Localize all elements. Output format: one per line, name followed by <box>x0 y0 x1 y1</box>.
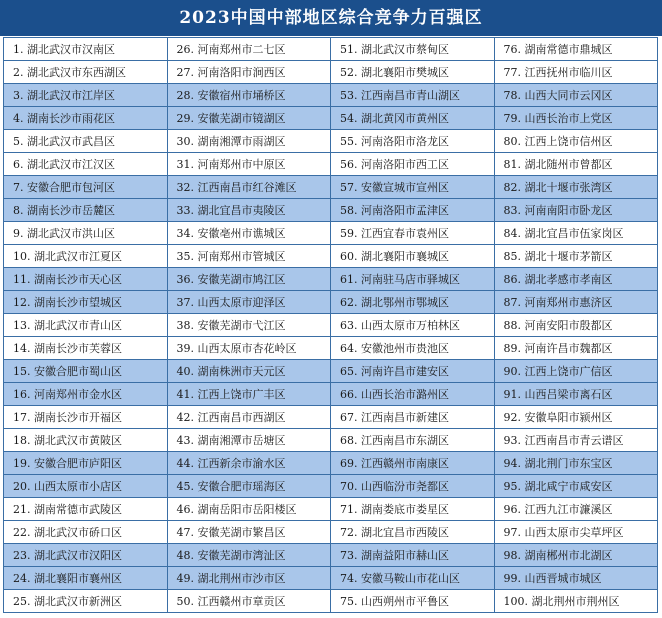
table-cell: 82. 湖北十堰市张湾区 <box>494 176 658 199</box>
table-cell: 83. 河南南阳市卧龙区 <box>494 199 658 222</box>
table-cell: 54. 湖北黄冈市黄州区 <box>331 107 495 130</box>
table-row <box>4 567 658 590</box>
table-cell: 18. 湖北武汉市黄陂区 <box>4 429 168 452</box>
table-cell: 6. 湖北武汉市江汉区 <box>4 153 168 176</box>
table-cell: 27. 河南洛阳市涧西区 <box>167 61 331 84</box>
table-cell: 75. 山西朔州市平鲁区 <box>331 590 495 613</box>
table-row <box>4 107 658 130</box>
table-cell: 36. 安徽芜湖市鸠江区 <box>167 268 331 291</box>
table-cell: 42. 江西南昌市西湖区 <box>167 406 331 429</box>
table-cell: 43. 湖南湘潭市岳塘区 <box>167 429 331 452</box>
table-cell: 8. 湖南长沙市岳麓区 <box>4 199 168 222</box>
table-row <box>4 61 658 84</box>
table-cell: 94. 湖北荆门市东宝区 <box>494 452 658 475</box>
table-cell: 10. 湖北武汉市江夏区 <box>4 245 168 268</box>
table-row <box>4 475 658 498</box>
table-cell: 74. 安徽马鞍山市花山区 <box>331 567 495 590</box>
table-cell: 33. 湖北宜昌市夷陵区 <box>167 199 331 222</box>
table-cell: 40. 湖南株洲市天元区 <box>167 360 331 383</box>
table-cell: 50. 江西赣州市章贡区 <box>167 590 331 613</box>
table-cell: 93. 江西南昌市青云谱区 <box>494 429 658 452</box>
table-row <box>4 84 658 107</box>
table-row <box>4 452 658 475</box>
table-cell: 25. 湖北武汉市新洲区 <box>4 590 168 613</box>
table-cell: 86. 湖北孝感市孝南区 <box>494 268 658 291</box>
table-row <box>4 153 658 176</box>
table-cell: 96. 江西九江市濂溪区 <box>494 498 658 521</box>
table-row <box>4 521 658 544</box>
table-cell: 84. 湖北宜昌市伍家岗区 <box>494 222 658 245</box>
table-row <box>4 268 658 291</box>
table-cell: 97. 山西太原市尖草坪区 <box>494 521 658 544</box>
table-cell: 59. 江西宜春市袁州区 <box>331 222 495 245</box>
table-cell: 2. 湖北武汉市东西湖区 <box>4 61 168 84</box>
table-cell: 19. 安徽合肥市庐阳区 <box>4 452 168 475</box>
table-cell: 29. 安徽芜湖市镜湖区 <box>167 107 331 130</box>
table-cell: 13. 湖北武汉市青山区 <box>4 314 168 337</box>
table-cell: 24. 湖北襄阳市襄州区 <box>4 567 168 590</box>
table-cell: 21. 湖南常德市武陵区 <box>4 498 168 521</box>
table-cell: 92. 安徽阜阳市颍州区 <box>494 406 658 429</box>
table-cell: 68. 江西南昌市东湖区 <box>331 429 495 452</box>
table-cell: 17. 湖南长沙市开福区 <box>4 406 168 429</box>
table-cell: 70. 山西临汾市尧都区 <box>331 475 495 498</box>
ranking-table-body <box>4 38 658 613</box>
table-row <box>4 360 658 383</box>
table-cell: 39. 山西太原市杏花岭区 <box>167 337 331 360</box>
table-cell: 88. 河南安阳市殷都区 <box>494 314 658 337</box>
table-cell: 35. 河南郑州市管城区 <box>167 245 331 268</box>
table-row <box>4 38 658 61</box>
table-row <box>4 245 658 268</box>
table-row <box>4 406 658 429</box>
table-cell: 11. 湖南长沙市天心区 <box>4 268 168 291</box>
page-title: 2023中国中部地区综合竞争力百强区 <box>0 0 662 36</box>
table-cell: 85. 湖北十堰市茅箭区 <box>494 245 658 268</box>
table-cell: 62. 湖北鄂州市鄂城区 <box>331 291 495 314</box>
table-row <box>4 498 658 521</box>
table-cell: 46. 湖南岳阳市岳阳楼区 <box>167 498 331 521</box>
table-cell: 90. 江西上饶市广信区 <box>494 360 658 383</box>
table-cell: 38. 安徽芜湖市弋江区 <box>167 314 331 337</box>
table-row <box>4 199 658 222</box>
table-cell: 52. 湖北襄阳市樊城区 <box>331 61 495 84</box>
table-cell: 99. 山西晋城市城区 <box>494 567 658 590</box>
table-row <box>4 291 658 314</box>
table-row <box>4 383 658 406</box>
table-row <box>4 429 658 452</box>
table-row <box>4 337 658 360</box>
table-row <box>4 544 658 567</box>
table-cell: 49. 湖北荆州市沙市区 <box>167 567 331 590</box>
table-row <box>4 222 658 245</box>
table-cell: 1. 湖北武汉市汉南区 <box>4 38 168 61</box>
table-cell: 67. 江西南昌市新建区 <box>331 406 495 429</box>
table-cell: 71. 湖南娄底市娄星区 <box>331 498 495 521</box>
table-cell: 37. 山西太原市迎泽区 <box>167 291 331 314</box>
table-cell: 77. 江西抚州市临川区 <box>494 61 658 84</box>
table-cell: 72. 湖北宜昌市西陵区 <box>331 521 495 544</box>
table-cell: 26. 河南郑州市二七区 <box>167 38 331 61</box>
table-cell: 55. 河南洛阳市洛龙区 <box>331 130 495 153</box>
table-cell: 53. 江西南昌市青山湖区 <box>331 84 495 107</box>
table-cell: 44. 江西新余市渝水区 <box>167 452 331 475</box>
table-cell: 69. 江西赣州市南康区 <box>331 452 495 475</box>
table-cell: 20. 山西太原市小店区 <box>4 475 168 498</box>
table-row <box>4 314 658 337</box>
table-row <box>4 590 658 613</box>
table-cell: 31. 河南郑州市中原区 <box>167 153 331 176</box>
table-cell: 30. 湖南湘潭市雨湖区 <box>167 130 331 153</box>
table-cell: 57. 安徽宣城市宣州区 <box>331 176 495 199</box>
ranking-table <box>3 37 658 613</box>
table-row <box>4 130 658 153</box>
table-cell: 89. 河南许昌市魏都区 <box>494 337 658 360</box>
table-cell: 98. 湖南郴州市北湖区 <box>494 544 658 567</box>
table-cell: 91. 山西吕梁市离石区 <box>494 383 658 406</box>
table-cell: 61. 河南驻马店市驿城区 <box>331 268 495 291</box>
table-cell: 48. 安徽芜湖市湾沚区 <box>167 544 331 567</box>
table-cell: 47. 安徽芜湖市繁昌区 <box>167 521 331 544</box>
table-cell: 95. 湖北咸宁市咸安区 <box>494 475 658 498</box>
table-cell: 66. 山西长治市潞州区 <box>331 383 495 406</box>
table-cell: 65. 河南许昌市建安区 <box>331 360 495 383</box>
table-cell: 100. 湖北荆州市荆州区 <box>494 590 658 613</box>
table-cell: 28. 安徽宿州市埇桥区 <box>167 84 331 107</box>
table-cell: 58. 河南洛阳市孟津区 <box>331 199 495 222</box>
table-cell: 32. 江西南昌市红谷滩区 <box>167 176 331 199</box>
table-cell: 60. 湖北襄阳市襄城区 <box>331 245 495 268</box>
table-cell: 16. 河南郑州市金水区 <box>4 383 168 406</box>
table-cell: 3. 湖北武汉市江岸区 <box>4 84 168 107</box>
table-cell: 23. 湖北武汉市汉阳区 <box>4 544 168 567</box>
table-cell: 79. 山西长治市上党区 <box>494 107 658 130</box>
table-cell: 81. 湖北随州市曾都区 <box>494 153 658 176</box>
table-cell: 12. 湖南长沙市望城区 <box>4 291 168 314</box>
table-cell: 4. 湖南长沙市雨花区 <box>4 107 168 130</box>
table-cell: 76. 湖南常德市鼎城区 <box>494 38 658 61</box>
table-cell: 80. 江西上饶市信州区 <box>494 130 658 153</box>
table-cell: 34. 安徽亳州市谯城区 <box>167 222 331 245</box>
table-cell: 73. 湖南益阳市赫山区 <box>331 544 495 567</box>
table-cell: 5. 湖北武汉市武昌区 <box>4 130 168 153</box>
table-cell: 15. 安徽合肥市蜀山区 <box>4 360 168 383</box>
table-cell: 7. 安徽合肥市包河区 <box>4 176 168 199</box>
table-cell: 45. 安徽合肥市瑶海区 <box>167 475 331 498</box>
table-cell: 87. 河南郑州市惠济区 <box>494 291 658 314</box>
table-cell: 9. 湖北武汉市洪山区 <box>4 222 168 245</box>
table-cell: 56. 河南洛阳市西工区 <box>331 153 495 176</box>
table-cell: 63. 山西太原市万柏林区 <box>331 314 495 337</box>
table-cell: 41. 江西上饶市广丰区 <box>167 383 331 406</box>
table-cell: 51. 湖北武汉市蔡甸区 <box>331 38 495 61</box>
table-cell: 22. 湖北武汉市硚口区 <box>4 521 168 544</box>
table-row <box>4 176 658 199</box>
table-cell: 64. 安徽池州市贵池区 <box>331 337 495 360</box>
table-cell: 78. 山西大同市云冈区 <box>494 84 658 107</box>
table-cell: 14. 湖南长沙市芙蓉区 <box>4 337 168 360</box>
ranking-table-container <box>3 37 658 613</box>
